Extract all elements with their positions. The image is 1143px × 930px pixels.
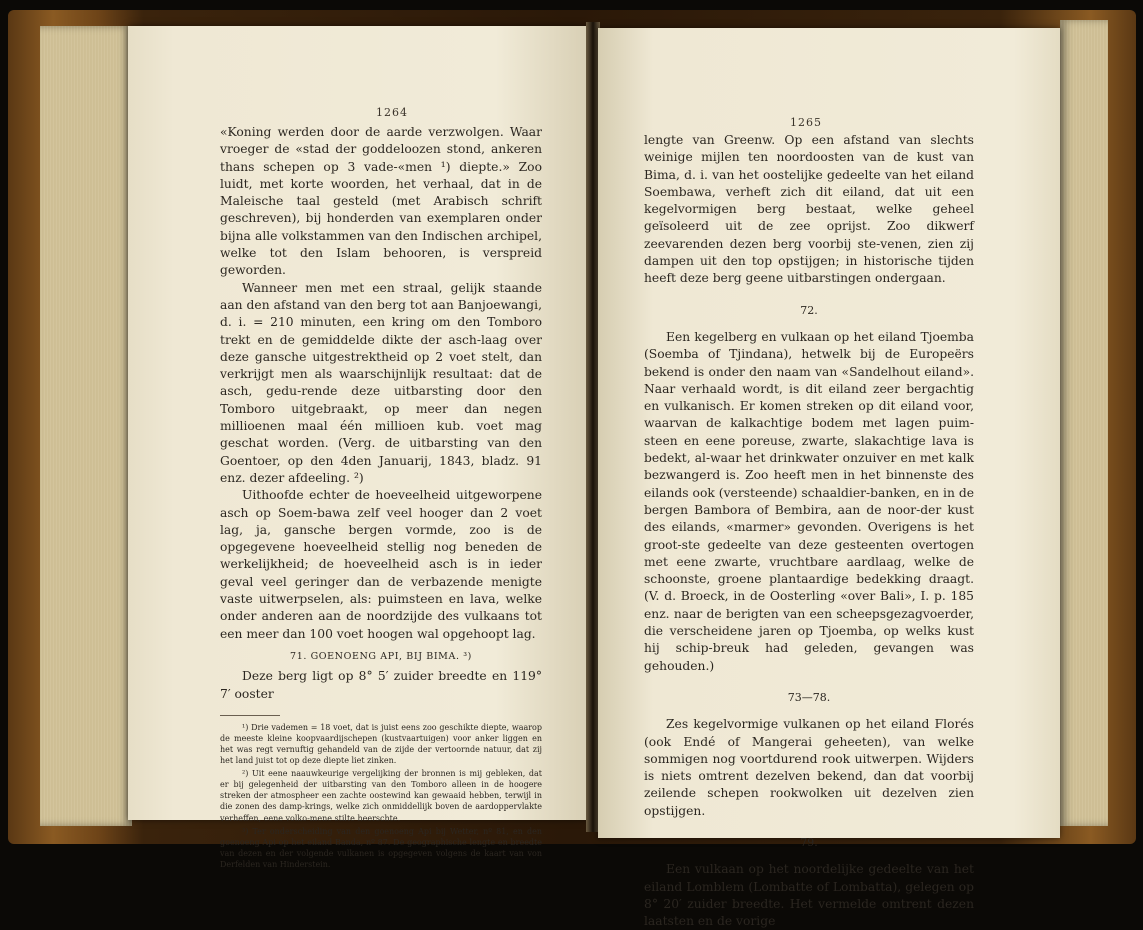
paragraph: Deze berg ligt op 8° 5′ zuider breedte en 119° 7′ ooster <box>220 669 542 701</box>
page-edges-right <box>1060 20 1108 826</box>
paragraph: Zes kegelvormige vulkanen op het eiland Florés (ook Endé of Mangerai geheeten), van welke sommigen nog voortdurend rook uitwerpen. Wijders is niets omtrent dezelven bekend, dan dat voorbij zeilende schepen rookwolken uit dezelven zien opstijgen. <box>644 717 974 818</box>
right-page <box>598 28 1060 929</box>
page-number: 1264 <box>376 106 408 119</box>
paragraph: «Koning werden door de aarde verzwolgen. Waar vroeger de «stad der goddeloozen stond, ankeren thans schepen op 3 vade-«men ¹) diepte.» Zoo luidt, met korte woorden, het verhaal, dat in de Maleische taal gesteld (met Arabisch schrift geschreven), bij honderden van exemplaren onder bijna alle volkstammen van den Indischen archipel, welke tot den Islam behooren, is verspreid geworden. <box>220 125 542 278</box>
paragraph: Een kegelberg en vulkaan op het eiland Tjoemba (Soemba of Tjindana), hetwelk bij de Europeërs bekend is onder den naam van «Sandelhout eiland». Naar verhaald wordt, is dit eiland zeer bergachtig en vulkanisch. Er komen streken op dit eiland voor, waarvan de kalkachtige bodem met lagen puim-steen en eene poreuse, zwarte, slakachtige lava is bedekt, al-waar het drinkwater onzuiver en met kalk bezwangerd is. Zoo heeft men in het binnenste des eilands ook (versteende) schaaldier-banken, en in de bergen Bambora of Bembira, aan de noor-der kust des eilands, «marmer» gevonden. Overigens is het groot-ste gedeelte van deze gesteenten overtogen met eene zwarte, vruchtbare aardlaag, welke de schoonste, groene plantaardige bedekking draagt. (V. d. Broeck, in de Oosterling «over Bali», I. p. 185 enz. naar de berigten van een scheepsgezagvoerder, die verscheidene jaren op Tjoemba, op welks kust hij schip-breuk had geleden, gevangen was gehouden.) <box>644 329 974 673</box>
left-page-text <box>220 124 542 872</box>
footnotes <box>220 722 542 870</box>
paragraph: lengte van Greenw. Op een afstand van slechts weinige mijlen ten noordoosten van de kust van Bima, d. i. van het oostelijke gedeelte van het eiland Soembawa, verheft zich dit eiland, dat uit een kegelvormigen berg bestaat, welke geheel geïsoleerd uit de zee oprijst. Zoo dikwerf zeevarenden dezen berg voorbij ste-venen, zien zij dampen uit den top opstijgen; in historische tijden heeft deze berg geene uitbarstingen ondergaan. <box>644 133 974 286</box>
paragraph: Wanneer men met een straal, gelijk staande aan den afstand van den berg tot aan Banjoewangi, d. i. = 210 minuten, een kring om den Tomboro trekt en de gemiddelde dikte der asch-laag over deze gansche uitgestrektheid op 2 voet stelt, dan verkrijgt men als waarschijnlijk resultaat: dat de asch, gedu-rende deze uitbarsting door den Tomboro uitgebraakt, op meer dan negen millioenen maal één millioen kub. voet mag geschat worden. (Verg. de uitbarsting van den Goentoer, op den 4den Januarij, 1843, bladz. 91 enz. dezer afdeeling. ²) <box>220 280 542 485</box>
section-heading: 73—78. <box>787 690 831 704</box>
right-page-text <box>644 132 974 930</box>
section-heading: 71. GOENOENG API, BIJ BIMA. ³) <box>290 650 472 662</box>
footnote-divider <box>220 715 280 716</box>
footnote: ²) Uit eene naauwkeurige vergelijking der bronnen is mij gebleken, dat er bij gelegenheid der uitbarsting van den Tomboro alleen in de hoogere streken der atmospheer een zachte oostewind kan gewaaid hebben, terwijl in die zonen des damp-krings, welke zich onmiddellijk boven de aardoppervlakte verheffen, eene volko-mene stilte heerschte. <box>220 769 542 823</box>
left-page <box>128 26 588 869</box>
footnote: ³) Ter onderscheiding van den goenoeng Api bij Wetter, nº 81, en den goenoeng Api op het eiland Banda, nº 87. De geographische lengte en breedte van dezen en der volgende vulkanen is opgegeven volgens de kaart van von Derfelden van Hinderstein. <box>220 826 542 869</box>
footnote: ¹) Drie vademen = 18 voet, dat is juist eens zoo geschikte diepte, waarop de meeste kleine koopvaardijschepen (kustvaartuigen) voor anker liggen en het was regt vernuftig gehandeld van de zijde der vertoornde natuur, dat zij het land juist tot op deze diepte liet zinken. <box>220 722 542 766</box>
page-number: 1265 <box>790 116 822 129</box>
paragraph: Een vulkaan op het noordelijke gedeelte van het eiland Lomblem (Lombatte of Lombatta), gelegen op 8° 20′ zuider breedte. Het vermelde omtrent dezen laatsten en de vorige <box>644 862 974 929</box>
section-heading: 79. <box>800 835 818 849</box>
paragraph: Uithoofde echter de hoeveelheid uitgeworpene asch op Soem-bawa zelf veel hooger dan 2 voet lag, ja, gansche bergen vormde, zoo is de opgegevene hoeveelheid stellig nog beneden de werkelijkheid; de hoeveelheid asch is in ieder geval veel geringer dan de verbazende menigte vaste uitwerpselen, als: puimsteen en lava, welke onder anderen aan de noordzijde des vulkaans tot een meer dan 100 voet hoogen wal opgehoopt lag. <box>220 488 542 641</box>
page-edges-left <box>40 26 132 826</box>
section-heading: 72. <box>800 303 818 317</box>
